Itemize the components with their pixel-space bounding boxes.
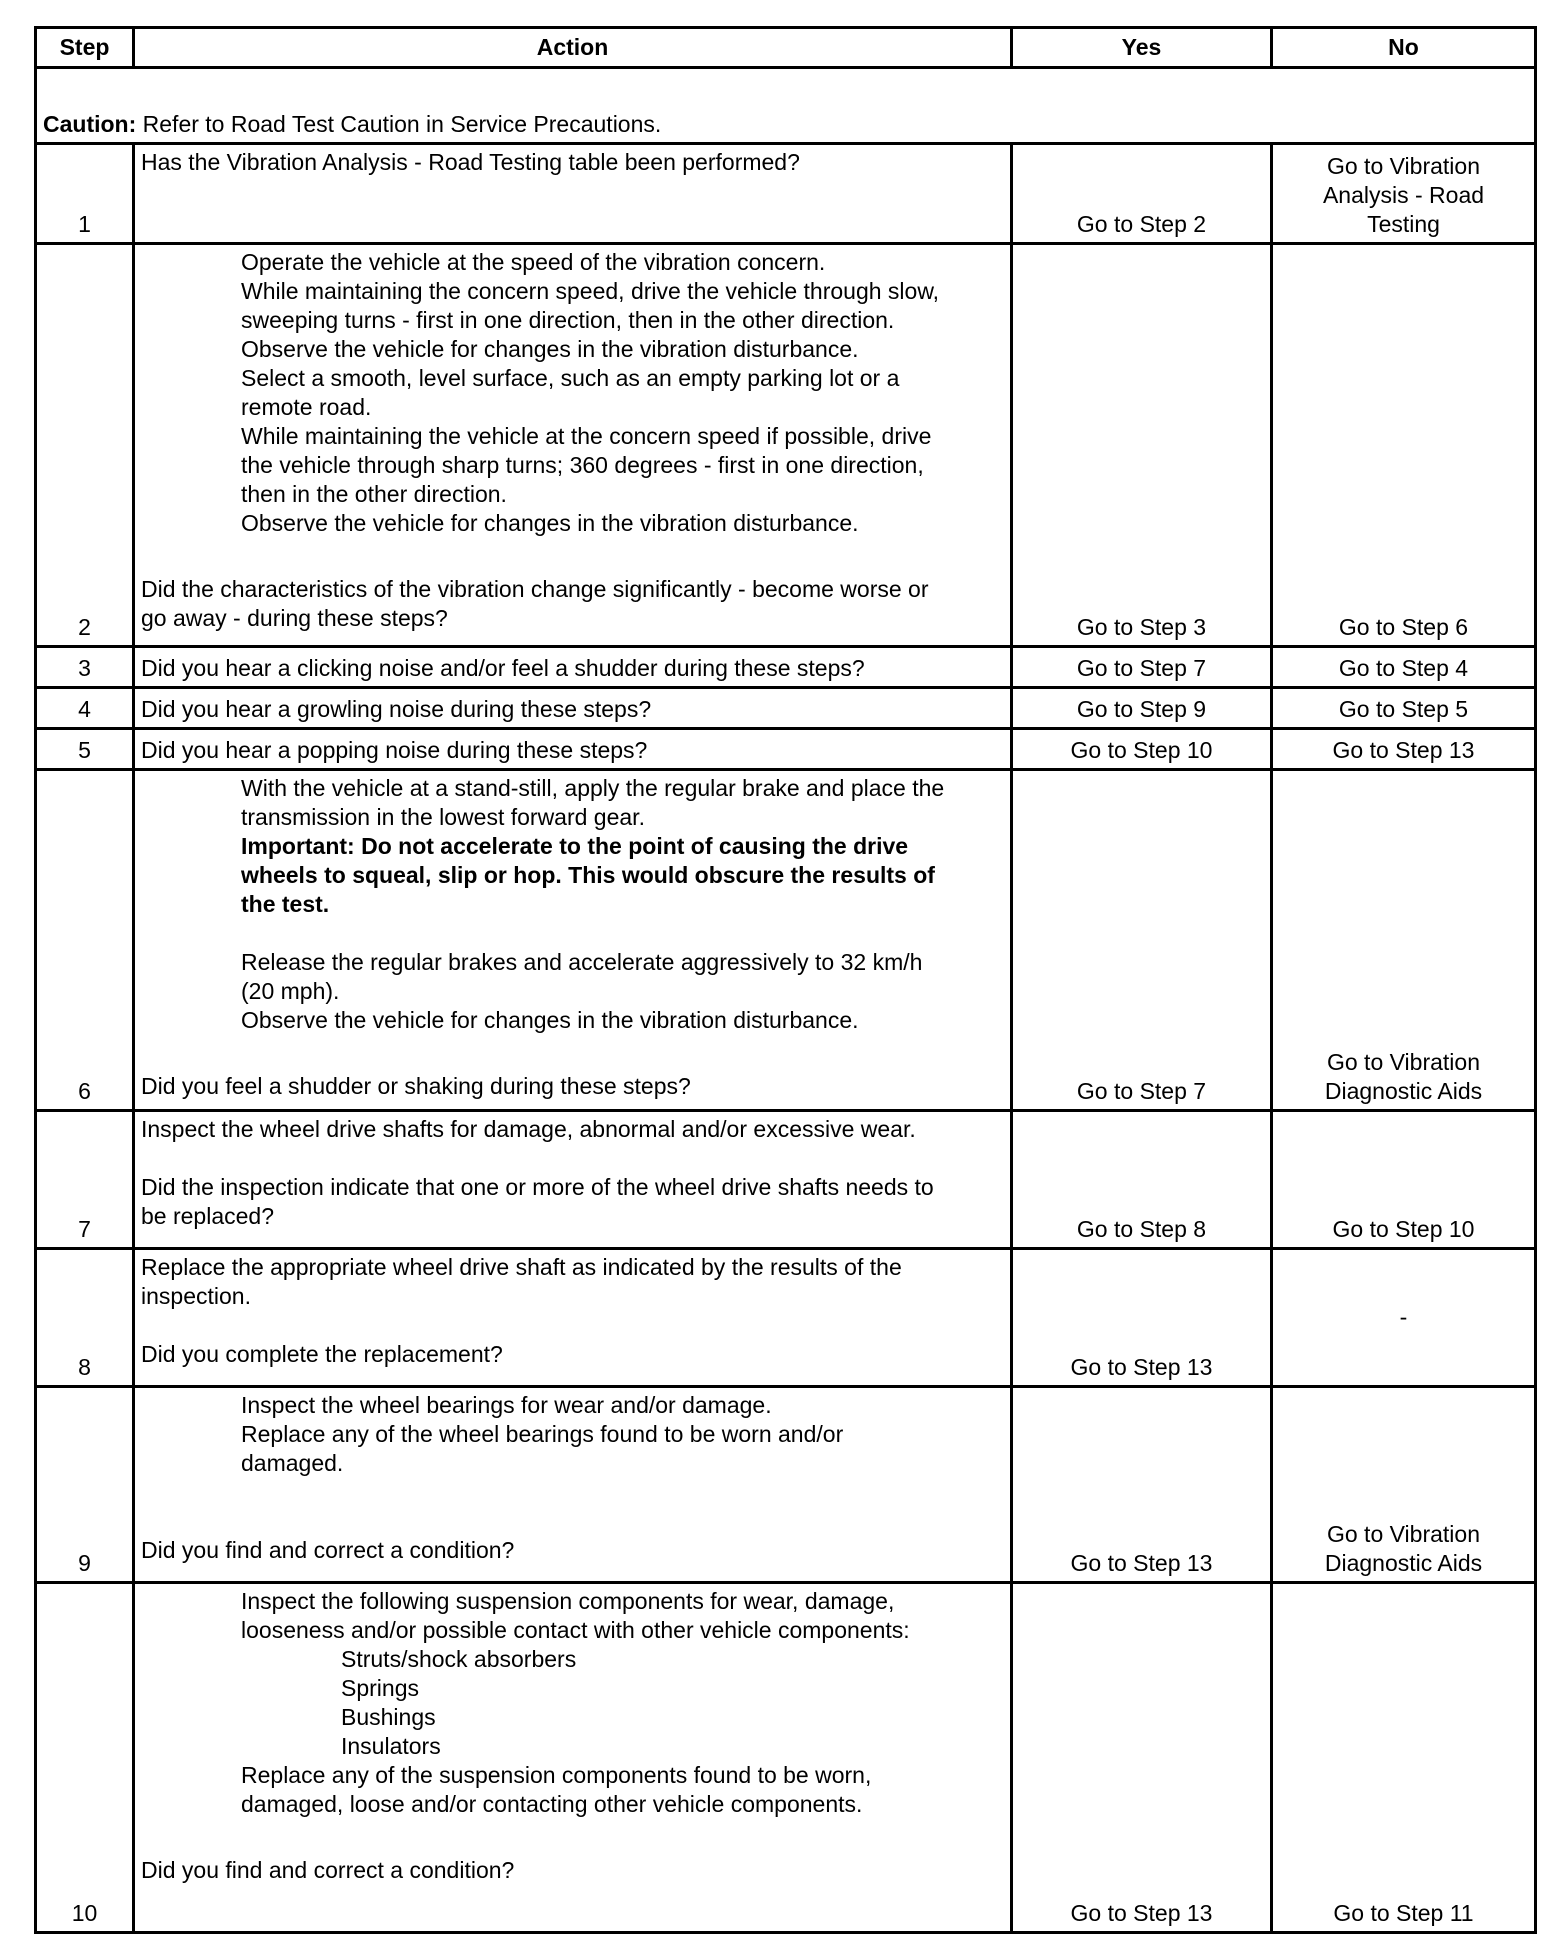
instruction-line: Replace the appropriate wheel drive shaft as indicated by the results of the <box>141 1254 902 1280</box>
instruction-line: While maintaining the concern speed, drive the vehicle through slow, <box>241 278 940 304</box>
component-item: Bushings <box>341 1704 436 1730</box>
instruction-line: looseness and/or possible contact with other vehicle components: <box>241 1617 910 1643</box>
yes-cell: Go to Step 7 <box>1012 647 1272 688</box>
yes-cell: Go to Step 13 <box>1012 1387 1272 1583</box>
yes-cell: Go to Step 8 <box>1012 1111 1272 1249</box>
table-row <box>36 729 1536 770</box>
step-number: 2 <box>36 244 134 647</box>
question-text: go away - during these steps? <box>141 605 448 631</box>
table-row <box>36 688 1536 729</box>
yes-cell: Go to Step 3 <box>1012 244 1272 647</box>
instruction-line: Inspect the wheel bearings for wear and/or damage. <box>241 1392 772 1418</box>
table-row <box>36 770 1536 1111</box>
instruction-line: the vehicle through sharp turns; 360 degrees - first in one direction, <box>241 452 924 478</box>
instruction-line: Operate the vehicle at the speed of the vibration concern. <box>241 249 826 275</box>
instruction-line: Observe the vehicle for changes in the vibration disturbance. <box>241 1007 859 1033</box>
step-number: 7 <box>36 1111 134 1249</box>
action-cell <box>134 1249 1012 1387</box>
instruction-line: Inspect the wheel drive shafts for damage, abnormal and/or excessive wear. <box>141 1116 916 1142</box>
no-text-line: Go to Vibration <box>1326 1521 1480 1547</box>
no-cell: - <box>1272 1249 1536 1387</box>
yes-cell: Go to Step 10 <box>1012 729 1272 770</box>
instruction-line: inspection. <box>141 1283 251 1309</box>
no-text-line: Go to Vibration <box>1326 1049 1480 1075</box>
table-row <box>36 1583 1536 1933</box>
question-text: Did the characteristics of the vibration change significantly - become worse or <box>141 576 929 602</box>
yes-cell: Go to Step 2 <box>1012 144 1272 244</box>
question-text: Did the inspection indicate that one or more of the wheel drive shafts needs to <box>141 1174 934 1200</box>
action-cell <box>134 144 1012 244</box>
question-text: Did you feel a shudder or shaking during these steps? <box>141 1073 691 1099</box>
component-item: Struts/shock absorbers <box>341 1646 577 1672</box>
yes-cell: Go to Step 9 <box>1012 688 1272 729</box>
no-cell <box>1272 144 1536 244</box>
action-cell <box>134 1583 1012 1933</box>
no-text-line: Analysis - Road <box>1322 182 1485 208</box>
no-text-line: Diagnostic Aids <box>1324 1550 1483 1576</box>
column-header-action: Action <box>134 28 1012 68</box>
step-number: 4 <box>36 688 134 729</box>
table-row <box>36 244 1536 647</box>
question-text: Did you hear a growling noise during these steps? <box>134 688 1012 729</box>
instruction-line: sweeping turns - first in one direction, then in the other direction. <box>241 307 895 333</box>
instruction-line: then in the other direction. <box>241 481 507 507</box>
instruction-line: Observe the vehicle for changes in the vibration disturbance. <box>241 336 859 362</box>
table-row <box>36 1111 1536 1249</box>
question-text: Did you find and correct a condition? <box>141 1537 515 1563</box>
caution-text: Refer to Road Test Caution in Service Precautions. <box>142 111 662 137</box>
column-header-no: No <box>1272 28 1536 68</box>
action-cell <box>134 1387 1012 1583</box>
no-cell: Go to Step 5 <box>1272 688 1536 729</box>
step-number: 6 <box>36 770 134 1111</box>
caution-row <box>36 68 1536 144</box>
action-cell <box>134 244 1012 647</box>
header-row <box>36 28 1536 68</box>
question-text: Has the Vibration Analysis - Road Testing table been performed? <box>141 149 800 175</box>
instruction-line: (20 mph). <box>241 978 340 1004</box>
question-text: Did you complete the replacement? <box>141 1341 503 1367</box>
instruction-line: Replace any of the suspension components found to be worn, <box>241 1762 872 1788</box>
component-item: Insulators <box>341 1733 441 1759</box>
important-note: wheels to squeal, slip or hop. This would obscure the results of <box>241 862 935 888</box>
instruction-line: Select a smooth, level surface, such as an empty parking lot or a <box>241 365 900 391</box>
column-header-step: Step <box>36 28 134 68</box>
step-number: 3 <box>36 647 134 688</box>
diagnostic-table-sheet <box>34 26 1534 1934</box>
no-cell <box>1272 770 1536 1111</box>
no-cell: Go to Step 6 <box>1272 244 1536 647</box>
table-row <box>36 1387 1536 1583</box>
step-number: 8 <box>36 1249 134 1387</box>
column-header-yes: Yes <box>1012 28 1272 68</box>
question-text: Did you hear a clicking noise and/or feel a shudder during these steps? <box>134 647 1012 688</box>
table-row <box>36 1249 1536 1387</box>
yes-cell: Go to Step 7 <box>1012 770 1272 1111</box>
no-text-line: Testing <box>1367 211 1440 237</box>
question-text: Did you find and correct a condition? <box>141 1857 515 1883</box>
instruction-line: damaged. <box>241 1450 344 1476</box>
instruction-line: Release the regular brakes and accelerate aggressively to 32 km/h <box>241 949 923 975</box>
diagnostic-table <box>34 26 1537 1934</box>
instruction-line: remote road. <box>241 394 372 420</box>
instruction-line: Observe the vehicle for changes in the vibration disturbance. <box>241 510 859 536</box>
yes-cell: Go to Step 13 <box>1012 1583 1272 1933</box>
table-row <box>36 144 1536 244</box>
instruction-line: transmission in the lowest forward gear. <box>241 804 645 830</box>
no-cell: Go to Step 10 <box>1272 1111 1536 1249</box>
caution-label: Caution: <box>43 111 137 137</box>
important-note: the test. <box>241 891 330 917</box>
instruction-line: Replace any of the wheel bearings found to be worn and/or <box>241 1421 844 1447</box>
instruction-line: With the vehicle at a stand-still, apply the regular brake and place the <box>241 775 945 801</box>
caution-cell <box>36 68 1536 144</box>
question-text: Did you hear a popping noise during these steps? <box>134 729 1012 770</box>
no-text-line: Diagnostic Aids <box>1324 1078 1483 1104</box>
no-text-line: Go to Vibration <box>1326 153 1480 179</box>
component-item: Springs <box>341 1675 419 1701</box>
no-cell: Go to Step 4 <box>1272 647 1536 688</box>
question-text: be replaced? <box>141 1203 274 1229</box>
table-row <box>36 647 1536 688</box>
step-number: 5 <box>36 729 134 770</box>
step-number: 10 <box>36 1583 134 1933</box>
no-cell: Go to Step 13 <box>1272 729 1536 770</box>
no-cell <box>1272 1387 1536 1583</box>
step-number: 1 <box>36 144 134 244</box>
instruction-line: While maintaining the vehicle at the concern speed if possible, drive <box>241 423 932 449</box>
important-note: Important: Do not accelerate to the point of causing the drive <box>241 833 909 859</box>
action-cell <box>134 1111 1012 1249</box>
instruction-line: Inspect the following suspension components for wear, damage, <box>241 1588 895 1614</box>
no-cell: Go to Step 11 <box>1272 1583 1536 1933</box>
action-cell <box>134 770 1012 1111</box>
yes-cell: Go to Step 13 <box>1012 1249 1272 1387</box>
step-number: 9 <box>36 1387 134 1583</box>
instruction-line: damaged, loose and/or contacting other vehicle components. <box>241 1791 863 1817</box>
